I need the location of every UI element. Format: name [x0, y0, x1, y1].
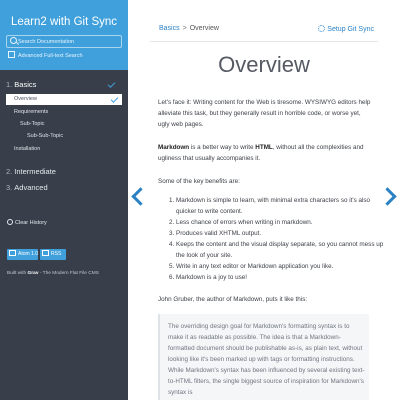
list-item: 4. Keeps the content and the visual display separate, so you cannot mess up the look of your site.	[176, 239, 388, 261]
quote-text: The overriding design goal for Markdown's formatting syntax is to make it as readable as possible. The idea is that a Markdown-formatted document should be publishable as-is, as plain text, without looking like it's been marked up with tags or formatting instructions. While Markdown's syntax has been influenced by several existing text-to-HTML filters, the single biggest source of inspiration for Markdown's syntax is	[168, 323, 365, 396]
html-bold: HTML	[255, 144, 273, 151]
sidebar-item-sub-sub-topic[interactable]: Sub-Sub-Topic	[27, 133, 64, 139]
search-icon	[10, 37, 17, 44]
intro-paragraph: Let's face it: Writing content for the Web is tiresome. WYSIWYG editors help alleviate this task, but they generally result in horrible code, or worse yet, ugly web pages.	[158, 99, 371, 128]
sidebar-item-overview[interactable]	[6, 94, 122, 105]
top-bar	[150, 17, 378, 42]
breadcrumb-basics[interactable]: Basics	[159, 25, 180, 32]
markdown-bold: Markdown	[158, 144, 190, 151]
rss-label: RSS	[51, 251, 62, 257]
sidebar	[0, 0, 128, 400]
list-item: 2. Less chance of errors when writing in markdown.	[176, 217, 388, 228]
list-item: 6. Markdown is a joy to use!	[176, 272, 388, 283]
chapter-label: Basics	[14, 80, 37, 89]
breadcrumb	[159, 25, 219, 32]
p2-mid: is a better way to write	[189, 144, 256, 151]
main-content	[128, 0, 400, 400]
search-box[interactable]	[6, 35, 122, 48]
list-item: 1. Markdown is simple to learn, with minimal extra characters so it's also quicker to write content.	[176, 195, 388, 217]
breadcrumb-separator: >	[182, 25, 187, 32]
page-title: Overview	[218, 52, 310, 77]
blockquote	[158, 314, 369, 400]
atom-label: Atom 1.0	[18, 251, 39, 257]
chapter-basics[interactable]	[6, 80, 36, 89]
chapter-label: Intermediate	[14, 167, 56, 176]
built-suffix: - The Modern Flat File CMS	[39, 271, 99, 276]
checkbox-icon	[8, 51, 15, 58]
p2-end: , without all the complexities and ugliness that usually accompanies it.	[158, 144, 364, 162]
rss-feed-button[interactable]	[40, 249, 66, 260]
gruber-paragraph: John Gruber, the author of Markdown, puts it like this:	[158, 296, 308, 303]
atom-feed-button[interactable]	[7, 249, 38, 260]
chapter-intermediate[interactable]	[6, 167, 56, 176]
check-icon	[111, 95, 119, 103]
clear-history-link[interactable]	[7, 219, 47, 226]
benefits-intro: Some of the key benefits are:	[158, 178, 240, 185]
chapter-label: Advanced	[14, 183, 48, 192]
sidebar-item-sub-topic[interactable]: Sub-Topic	[20, 121, 45, 127]
benefits-list	[158, 195, 388, 283]
chapter-number: 1.	[6, 80, 13, 89]
sidebar-item-label: Overview	[14, 96, 37, 102]
git-sync-label: Setup Git Sync	[327, 26, 374, 33]
sidebar-item-requirements[interactable]: Requirements	[14, 109, 49, 115]
clear-history-label: Clear History	[15, 220, 47, 226]
chapter-number: 2.	[6, 167, 13, 176]
markdown-paragraph	[158, 142, 373, 164]
history-icon	[7, 219, 13, 225]
chapter-advanced[interactable]	[6, 183, 48, 192]
setup-git-sync-link[interactable]	[318, 25, 374, 33]
gear-icon	[318, 25, 325, 32]
list-item: 3. Produces valid XHTML output.	[176, 228, 388, 239]
advanced-search-toggle[interactable]	[8, 51, 83, 59]
check-icon	[108, 80, 116, 88]
list-item: 5. Write in any text editor or Markdown application you like.	[176, 261, 388, 272]
built-with-footer	[7, 271, 99, 276]
breadcrumb-current: Overview	[189, 25, 219, 32]
site-title[interactable]: Learn2 with Git Sync	[10, 16, 118, 28]
feed-icon	[9, 250, 16, 256]
search-input[interactable]	[18, 36, 118, 47]
chapter-number: 3.	[6, 183, 13, 192]
advanced-search-label: Advanced Full-text Search	[18, 53, 83, 59]
sidebar-header	[0, 0, 128, 70]
sidebar-item-installation[interactable]: Installation	[14, 146, 41, 152]
feed-icon	[42, 250, 49, 256]
built-prefix: Built with	[7, 271, 27, 276]
grav-link[interactable]: Grav	[27, 271, 39, 276]
